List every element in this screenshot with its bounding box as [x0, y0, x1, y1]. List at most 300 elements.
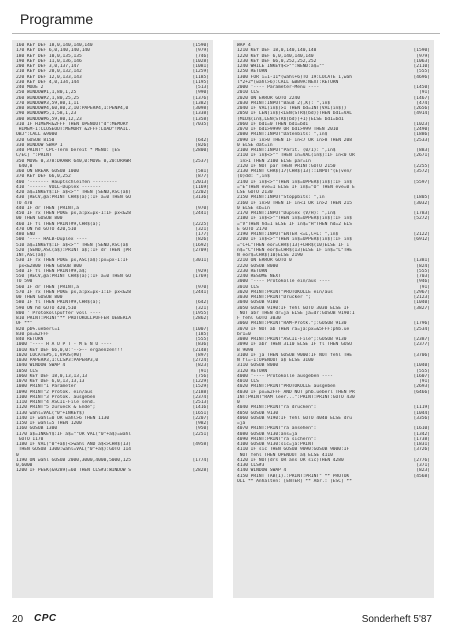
checksum: [2255]	[413, 163, 430, 169]
code-text: 3000 '---- Protokolle ein/aus ----	[237, 279, 331, 285]
code-text: 1050 CLS	[16, 368, 38, 374]
code-text: 1180 IF VAL("0"+a$)<>wahl AND a$<>CHR$(13)	[16, 442, 131, 447]
code-text: ="C+L"THEN eor=CHR$(13)+CHR$(10)ELSE IF i	[237, 242, 350, 248]
checksum: [185]	[195, 331, 209, 337]
code-text: 2090 IF in>0 THEN IF in<7 OR in>8 THEN 208	[237, 137, 352, 143]
checksum: [2800]	[192, 148, 209, 153]
code-text: 430 |RECV,@a:PRINT CHR$(a);:IF a=0 THEN GO	[16, 195, 131, 201]
checksum: [3356]	[413, 415, 430, 421]
code-text: 2180 IF in$<>""THEN in$=UPPER$(in$):IF in$	[237, 216, 352, 222]
code-text: 3040 GOSUB 9100	[237, 300, 279, 306]
code-text: 420 a$=INKEY$:IF a$<>"" THEN |SEND,ASC(a$)	[16, 190, 131, 195]
code-text: (MID$(in$,LEN(STR$(bd))+1))ELSE bd1=bd1	[237, 116, 344, 122]
page-number: 20	[12, 614, 24, 625]
checksum: [1044]	[413, 410, 430, 416]
code-text: 410 '------ VOLL-Duplex -------	[16, 184, 101, 190]
magazine-logo: CPC	[34, 613, 57, 624]
code-text: 1240 WHILE INKEY$<>"":WEND:a$=""	[237, 64, 325, 69]
code-text: n$="C"THEN eor$=CHR$(13)ELSE IF in$="L"THE	[237, 247, 352, 253]
code-text: TO 590	[16, 279, 33, 285]
checksum: [1955]	[192, 310, 209, 316]
checksum: [979]	[195, 48, 209, 54]
checksum: [946]	[416, 279, 430, 285]
code-text: 290 WINDOW#5,1,58,1,23	[16, 111, 77, 117]
code-listing-right	[233, 40, 434, 598]
checksum: [513]	[195, 85, 209, 90]
code-text: 400 '------- Hauptschleifen ---------	[16, 179, 118, 185]
code-text: 840 RETURN	[16, 337, 44, 342]
code-text: INT,ASC(a$)	[16, 253, 47, 258]
checksum: [371]	[416, 463, 430, 468]
code-text: 1080 PRINT"1 Parameter	[16, 384, 77, 390]
checksum: [1529]	[192, 384, 209, 390]
checksum: [3136]	[192, 195, 209, 201]
checksum: [1342]	[413, 431, 430, 437]
checksum: [4914]	[413, 111, 430, 117]
code-text: 1000 '---- H A U P T - M E N U ----	[16, 342, 112, 348]
checksum: [823]	[416, 468, 430, 474]
code-text: 160 KEY DEF 18,0,140,140,140	[16, 43, 93, 48]
section-title: Programme	[20, 11, 94, 27]
code-text: N eor$=CHR$(10)ELSE 2190	[237, 253, 303, 258]
code-text: 330 WINDOW SWAP 1	[16, 142, 63, 148]
checksum: [746]	[195, 53, 209, 59]
checksum: [2533]	[413, 137, 430, 143]
checksum: [823]	[195, 363, 209, 369]
checksum: [2251]	[192, 431, 209, 437]
code-text: 530 IF rx THEN POKE px,ASC(a$):px=px-1:IF	[16, 258, 129, 264]
code-text: 2020 ON ERROR GOTO 2240	[237, 95, 300, 101]
checksum: [979]	[416, 53, 430, 59]
code-text: 470 ON hd GOTO 420,510	[16, 226, 77, 232]
code-text: 2060 IF bd1=0 THEN bd1=bd1	[237, 121, 309, 127]
checksum: [2490]	[413, 127, 430, 132]
checksum: [642]	[195, 300, 209, 306]
code-text: HIMEM-1:CLOSEOUT:MEMORY &2FFF:LOAD"!MAIL.	[16, 127, 131, 132]
checksum: [2148]	[192, 347, 209, 353]
code-text: WAP 4	[237, 43, 251, 48]
code-text: 4070 PRINT:PRINT"ra ansehen":	[237, 426, 317, 432]
checksum: [2967]	[413, 289, 430, 295]
code-text: 460 IF fl THEN PRINT#9,CHR$(a);	[16, 221, 101, 227]
checksum: [1081]	[192, 64, 209, 69]
code-text: 2170 PRINT:INPUT"Duplex (V/H): ",in$	[237, 211, 336, 216]
code-text: 2220 GOSUB 8000	[237, 263, 279, 269]
code-text: 310 IF HIMEM<&2FFF THEN OPENOUT"d":MEMORY	[16, 121, 129, 127]
checksum: [2828]	[192, 468, 209, 474]
code-text: 540 IF fl THEN PRINT#9,a$;	[16, 268, 88, 274]
checksum: [1023]	[413, 121, 430, 127]
code-text: 2100 PRINT:INPUT"Parit. (0/1): ",in$	[237, 148, 336, 153]
checksum: [4958]	[192, 442, 209, 447]
code-text: NOT abr THEN dr=ja ELSE ja=dr:GOSUB 9190:I	[237, 310, 355, 316]
code-text: 520 |SEND,ASC(a$):PRINT a$;:IF dr THEN |PR	[16, 247, 131, 253]
code-text: 1060 KEY DEF 18,0,13,13,13	[16, 373, 88, 379]
code-text: l*2+2*(wahl>6):CALL &BB9A:NEXT:RETURN	[237, 79, 339, 85]
code-text: 4110 IF sic THEN GOSUB 9090:GOSUB 9000:IF	[237, 447, 350, 453]
code-text: 270 WINDOW#3,59,80,1,11	[16, 100, 79, 106]
code-text: 2030 PRINT:INPUT"Baud 2(,K): ",in$	[237, 100, 331, 106]
checksum: [2534]	[413, 326, 430, 332]
code-text: br1=0	[237, 331, 251, 337]
checksum: [703]	[416, 274, 430, 279]
code-text: THEN GOSUB 1300:wahl=VAL("0"+a$):GOTO 114	[16, 447, 131, 453]
code-text: ="V"THEN hd=1 ELSE IF in$="H"THEN hd=2 ELS	[237, 221, 352, 227]
code-text: 3050 GOSUB 9190:IF fehl GOTO 3030 ELSE IF	[237, 305, 350, 311]
code-text: 2110 IF in$<>"" THEN in=VAL(in$):IF in<0 OR	[237, 153, 355, 159]
code-text: 3110 GOSUB 8000	[237, 363, 279, 369]
checksum: [3827]	[413, 305, 430, 311]
code-text: E GOTO 2170	[237, 226, 268, 232]
code-text: 480 END	[16, 232, 36, 237]
checksum: [3032]	[413, 200, 430, 206]
checksum: [6912]	[413, 237, 430, 243]
checksum: [836]	[195, 342, 209, 348]
code-text: 500 '---- HALB-Duplex ----	[16, 237, 88, 243]
code-text: 2070 IF bd1>9999 OR bd1>999 THEN 2010	[237, 127, 339, 132]
code-text: 640,0	[16, 163, 33, 169]
code-text: 1170 a$=INKEY$:IF a$=""OR VAL("0"+a$)=wahl	[16, 431, 131, 437]
checksum: [2724]	[192, 358, 209, 363]
checksum: [2693]	[413, 384, 430, 390]
checksum: [5597]	[413, 179, 430, 185]
code-text: 1110 PRINT"4 ASCII-File send.	[16, 400, 96, 405]
checksum: [1416]	[192, 405, 209, 411]
code-text: 260 WINDOW#2,1,80,25,25	[16, 95, 79, 101]
code-text: 170 KEY DEF 6,0,140,140,140	[16, 48, 90, 54]
checksum: [1805]	[413, 195, 430, 201]
checksum: [1259]	[192, 69, 209, 75]
code-text: 1300 FOR i=1-11*(wahl+6)TO 19:LOCATE 1,wah	[237, 74, 352, 80]
code-text: 2080 PRINT:INPUT"Datenbits: ",in$	[237, 132, 328, 138]
code-text: 3060 PRINT:PRINT"RAM-Protk.";:GOSUB 9130	[237, 321, 347, 327]
checksum: [2377]	[413, 342, 430, 348]
code-text: 4060 GOSUB 9190:IF fehl GOTO 4040 ELSE dru	[237, 415, 352, 421]
checksum: [3706]	[413, 352, 430, 358]
code-text: 3100 IF ja THEN GOSUB 9000:IF NOT fehl THE	[237, 352, 352, 358]
checksum: [4568]	[413, 473, 430, 479]
checksum: [1783]	[413, 211, 430, 216]
checksum: [2188]	[192, 389, 209, 395]
code-text: 1160 GOSUB 1300	[16, 426, 58, 432]
code-text: 1070 KEY DEF 6,0,13,13,13	[16, 379, 85, 384]
checksum: [2207]	[192, 415, 209, 421]
code-text: 3020 PRINT:PRINT"PROTOKOLLE ein/aus	[237, 289, 333, 295]
code-text: 2160 IF in>0 THEN IF in<1 OR in>2 THEN 215	[237, 200, 352, 206]
checksum: [826]	[195, 237, 209, 243]
code-text: 0,6000	[16, 463, 33, 468]
code-text: 1230 KEY DEF 66,0,252,252,252	[237, 58, 317, 64]
code-text: 2120 IF NOT par THEN PRINT:GOTO 2150	[237, 163, 336, 169]
checksum: [2513]	[192, 400, 209, 405]
code-text: LSE GOTO 2130	[237, 190, 273, 195]
checksum: [1692]	[192, 242, 209, 248]
checksum: [1185]	[192, 74, 209, 80]
code-text: 1210 KEY DEF 18,0,140,140,140	[237, 48, 317, 54]
checksum: [6466]	[413, 389, 430, 395]
checksum: [321]	[195, 305, 209, 311]
code-text: 0	[16, 452, 19, 458]
code-text: 440 IF dr THEN |PRINT,a	[16, 205, 79, 211]
checksum: [2441]	[192, 211, 209, 216]
code-text: 550 |RECV,@a:PRINT CHR$(a);:IF a=0 THEN GO	[16, 274, 131, 279]
code-text: =ja	[237, 421, 246, 426]
code-text: 2040 IF VAL(in$)>1 THEN bd=INT(VAL(in$))	[237, 106, 347, 111]
code-text: 810 PRINT:PRINT"** PROTOKOLLPUFFER UEBERLA	[16, 316, 131, 321]
checksum: [1028]	[192, 58, 209, 64]
checksum: [581]	[195, 169, 209, 174]
checksum: [1338]	[192, 111, 209, 117]
code-text: N fl=-1:OPENOUT a$ ELSE 3100	[237, 358, 314, 363]
code-text: 4050 GOSUB 9130	[237, 410, 279, 416]
checksum: [1229]	[192, 379, 209, 384]
checksum: [1886]	[413, 132, 430, 138]
checksum: [2202]	[192, 190, 209, 195]
checksum: [1590]	[192, 43, 209, 48]
checksum: [2537]	[192, 158, 209, 164]
page-header	[12, 10, 440, 32]
code-text: 1130 wahl=VAL("0"+INKEY$)	[16, 410, 85, 416]
checksum: [2862]	[192, 316, 209, 321]
code-text: 1190 ON wahl GOSUB 2000,3000,4000,5000,125	[16, 457, 131, 463]
code-text: 1220 KEY DEF 6,0,140,140,140	[237, 53, 314, 59]
code-text: B 9090	[237, 347, 254, 353]
checksum: [7035]	[192, 121, 209, 127]
checksum: [877]	[195, 174, 209, 180]
code-text: 4140 WINDOW SWAP 4	[237, 468, 287, 474]
checksum: [883]	[416, 148, 430, 153]
checksum: [1040]	[413, 300, 430, 306]
code-text: 370 KEY DEF 66,0,252	[16, 174, 71, 180]
code-text: 580 IF fl THEN PRINT#9,CHR$(a);	[16, 300, 101, 306]
code-text: 2130 PRINT CHR$(17)CHR$(13)::INPUT"(E)ven/	[237, 169, 352, 174]
checksum: [2709]	[192, 247, 209, 253]
code-text: 2200 IF in$<>""THEN in$=UPPER$(in$):IF in$	[237, 237, 352, 243]
code-text: 1010 KEY DEF 66,0,0:'-->-- ergaenzen!!!	[16, 347, 123, 353]
code-text: 4120 IF NOT(drs OR ans OR sic)THEN 4280	[237, 457, 344, 463]
checksum: [929]	[195, 268, 209, 274]
code-text: 300 WINDOW#6,59,80,12,23	[16, 116, 82, 122]
code-text: 830 px=&2FFF	[16, 331, 49, 337]
checksum: [555]	[416, 368, 430, 374]
checksum: [1831]	[413, 442, 430, 447]
code-text: in>1 THEN 2100 ELSE par=in	[237, 158, 311, 164]
code-text: 3120 RETURN	[237, 368, 268, 374]
code-text: (O)dd: ",in$	[237, 174, 270, 180]
code-text: 2240 RESUME NEXT	[237, 274, 281, 279]
checksum: [897]	[195, 352, 209, 358]
checksum: [91]	[419, 379, 430, 384]
code-text: 360 ON BREAK GOSUB 1000	[16, 169, 79, 174]
checksum: [4696]	[413, 74, 430, 80]
code-text: 820 pb%.ueberl=1	[16, 326, 60, 332]
code-text: F fehl GOTO 3030	[237, 316, 281, 321]
page-footer	[12, 612, 440, 628]
checksum: [824]	[416, 263, 430, 269]
code-text: INT:PRINT"RAM leer...":PRINT:PRINT:GOTO 430	[237, 394, 355, 400]
code-text: 1140 IF wahl=0 OR wahl>6 THEN 1130	[16, 415, 110, 421]
code-text: 00 THEN GOSUB 800	[16, 295, 63, 300]
code-text: 2140 IF in$<>""THEN in$=UPPER$(in$):IF in$	[237, 179, 352, 185]
code-text: 1040 WINDOW SWAP 4	[16, 363, 66, 369]
checksum: [1610]	[413, 426, 430, 432]
code-text: 510 a$=INKEY$:IF a$<>"" THEN |SEND,ASC(a$	[16, 242, 129, 248]
code-text: 4030 IF px=&2FFF AND NOT phb.ueberl THEN PR	[237, 389, 355, 395]
code-text: 1090 PRINT"2 Protok. ein/aus	[16, 389, 93, 395]
checksum: [982]	[195, 421, 209, 426]
checksum: [990]	[195, 90, 209, 96]
checksum: [1063]	[413, 58, 430, 64]
code-text: 0 ELSE dat=in	[237, 142, 273, 148]
checksum: [1358]	[192, 116, 209, 122]
checksum: [1467]	[413, 95, 430, 101]
code-text: 1150 IF wahl=5 THEN 1200	[16, 421, 82, 426]
code-text: 1200 IF PEEK(&9289)=60 THEN CLS#3:WINDOW S	[16, 468, 131, 474]
code-text: 4090 PRINT:PRINT"ra sichern":	[237, 436, 317, 442]
checksum: [2110]	[413, 64, 430, 69]
checksum: [1382]	[192, 100, 209, 106]
checksum: [3572]	[413, 169, 430, 174]
checksum: [2122]	[413, 232, 430, 237]
code-line	[237, 479, 430, 484]
code-text: 1030 PAPER#3,1:CLS#3:PAPER#3,0	[16, 358, 99, 363]
checksum: [555]	[416, 268, 430, 274]
code-text: 1100 PRINT"3 Protok. ausgeben	[16, 394, 96, 400]
code-text: 3080 PRINT:PRINT"ASCII-File";:GOSUB 9130	[237, 337, 347, 342]
checksum: [1738]	[413, 436, 430, 442]
code-text: 4150 PRINT TAB(1).:PRINT:PRINT" ** PROTOK	[237, 473, 350, 479]
code-text: 2050 IF LEN(in$)<LEN(STR$(bd))THEN bd1=VAL	[237, 111, 352, 117]
code-text: px<&2800 THEN GOSUB 800	[16, 263, 82, 269]
code-text: UF **"	[16, 321, 33, 327]
checksum: [1376]	[192, 95, 209, 101]
checksum: [1169]	[192, 184, 209, 190]
checksum: [2776]	[413, 457, 430, 463]
code-text: 0 ELSE sb=in	[237, 205, 270, 211]
code-line	[16, 468, 209, 473]
code-text: 560 IF dr THEN |PRINT,a	[16, 284, 79, 290]
code-text: 4080 GOSUB 9130:ans=ja	[237, 431, 298, 437]
checksum: [2656]	[413, 106, 430, 111]
code-text: TO 470	[16, 200, 33, 206]
checksum: [1195]	[192, 79, 209, 85]
checksum: [1651]	[192, 410, 209, 416]
code-text: 240 MODE 2	[16, 85, 44, 90]
checksum: [91]	[419, 284, 430, 290]
checksum: [1450]	[413, 85, 430, 90]
code-text: 2210 ON ERROR GOTO 0	[237, 258, 292, 264]
code-listing-left	[12, 40, 213, 598]
code-text: 250 WINDOW#1,1,80,1,25	[16, 90, 77, 96]
code-text: 800 ' Protokollpuffer voll ----	[16, 310, 101, 316]
code-text: 280 WINDOW#4,60,80,2,10:PAPER#4,1:PEN#4,0	[16, 106, 129, 111]
code-text: 220 KEY DEF 12,0,133,143	[16, 74, 82, 80]
code-text: 00 THEN GOSUB 800	[16, 216, 63, 222]
checksum: [3011]	[192, 258, 209, 264]
code-text: 2000 '---- Parameter-Menu ----	[237, 85, 320, 90]
checksum: [756]	[195, 373, 209, 379]
code-text: 2010 CLS	[237, 90, 259, 96]
checksum: [1774]	[192, 457, 209, 463]
code-text: 350 MOVE 0,378:DRAWR 640,0:MOVE 0,20:DRAWR	[16, 158, 131, 164]
checksum: [2123]	[413, 295, 430, 300]
checksum: [555]	[416, 69, 430, 75]
code-text: 450 IF rx THEN POKE px,a:px=px-1:IF px<&28	[16, 211, 131, 216]
checksum: [950]	[195, 426, 209, 432]
code-text: 3070 IF NOT ab THEN ra=ja:px=&5FFF:phb.ue	[237, 326, 350, 332]
code-text: 230 KEY DEF 4,0,134,144	[16, 79, 79, 85]
checksum: [826]	[195, 142, 209, 148]
code-text: 4130 CLS#3	[237, 463, 265, 468]
code-text: 3030 PRINT:PRINT"Drucker ";	[237, 295, 311, 300]
code-text: 590 ON hd GOTO 420,510	[16, 305, 77, 311]
checksum: [2387]	[413, 337, 430, 342]
code-text: 180 KEY DEF 10,0,135,135	[16, 53, 82, 59]
checksum: [642]	[195, 137, 209, 143]
code-text: NOT fehl THEN OPENOUT a$ ELSE 4110	[237, 452, 333, 458]
checksum: [555]	[195, 337, 209, 342]
code-text: 210 KEY DEF 20,0,132,142	[16, 69, 82, 75]
checksum: [1381]	[413, 258, 430, 264]
checksum: [91]	[198, 368, 209, 374]
code-text: 2150 PRINT:INPUT"Stoppbits: ",in	[237, 195, 325, 201]
code-text: GOTO 1170	[16, 436, 44, 442]
code-text: 4000 '---- Protokolle ausgeben ----	[237, 373, 333, 379]
checksum: [970]	[195, 284, 209, 290]
checksum: [2225]	[192, 221, 209, 227]
code-text: 190 KEY DEF 11,0,136,146	[16, 58, 82, 64]
issue-label: Sonderheft 5'87	[361, 614, 432, 625]
checksum: [321]	[195, 226, 209, 232]
code-text: 200 KEY DEF 3,0,137,147	[16, 64, 79, 69]
code-text: 0	[237, 400, 240, 405]
code-text: 4040 PRINT:PRINT"ra drucken":	[237, 405, 317, 411]
code-text: 1250 RETURN	[237, 69, 268, 75]
checksum: [1119]	[413, 405, 430, 411]
checksum: [5272]	[413, 216, 430, 222]
checksum: [3098]	[192, 106, 209, 111]
checksum: [1769]	[192, 274, 209, 279]
checksum: [474]	[416, 100, 430, 106]
checksum: [91]	[419, 90, 430, 96]
checksum: [2441]	[192, 289, 209, 295]
code-text: 1120 PRINT"5 zurueck & Ende";	[16, 405, 96, 411]
code-text: 1020 LOCATE#5,1,VPOS(#0)	[16, 352, 82, 358]
code-text: 4010 CLS	[237, 379, 259, 384]
code-text: 320 GOSUB 8150	[16, 137, 55, 143]
code-text: OLL ** Anhalten: [ENTER] ** Abr.: [ESC] **	[237, 478, 352, 484]
checksum: [1796]	[413, 321, 430, 327]
code-text: 4020 PRINT:PRINT"PROTOKOLLE ausgeben	[237, 384, 336, 390]
checksum: [1590]	[413, 48, 430, 54]
code-text: ="E"THEN eve=1 ELSE IF in$="O" THEN eve=0 E	[237, 184, 355, 190]
checksum: [177]	[195, 232, 209, 237]
code-text: 340 PRINT" CPC-Term bereit * MENU: [ES	[16, 148, 121, 153]
checksum: [3726]	[413, 447, 430, 453]
code-text: C/EC] ":PRINT	[16, 153, 52, 159]
code-text: OBJ":CALL &9000	[16, 132, 58, 138]
checksum: [2374]	[192, 394, 209, 400]
checksum: [970]	[195, 205, 209, 211]
checksum: [2671]	[413, 153, 430, 159]
header-divider	[12, 33, 440, 34]
checksum: [1007]	[192, 326, 209, 332]
code-text: 570 IF rx THEN POKE px,a:px=px-1:IF px<&28	[16, 289, 131, 295]
code-text: 3010 CLS	[237, 284, 259, 290]
code-text: 2190 PRINT:INPUT"ENTER <=L,C+L: ",in$	[237, 232, 339, 237]
code-text: 4100 GOSUB 9130:sic=ja:PRINT	[237, 442, 314, 447]
checksum: [2013]	[192, 179, 209, 185]
